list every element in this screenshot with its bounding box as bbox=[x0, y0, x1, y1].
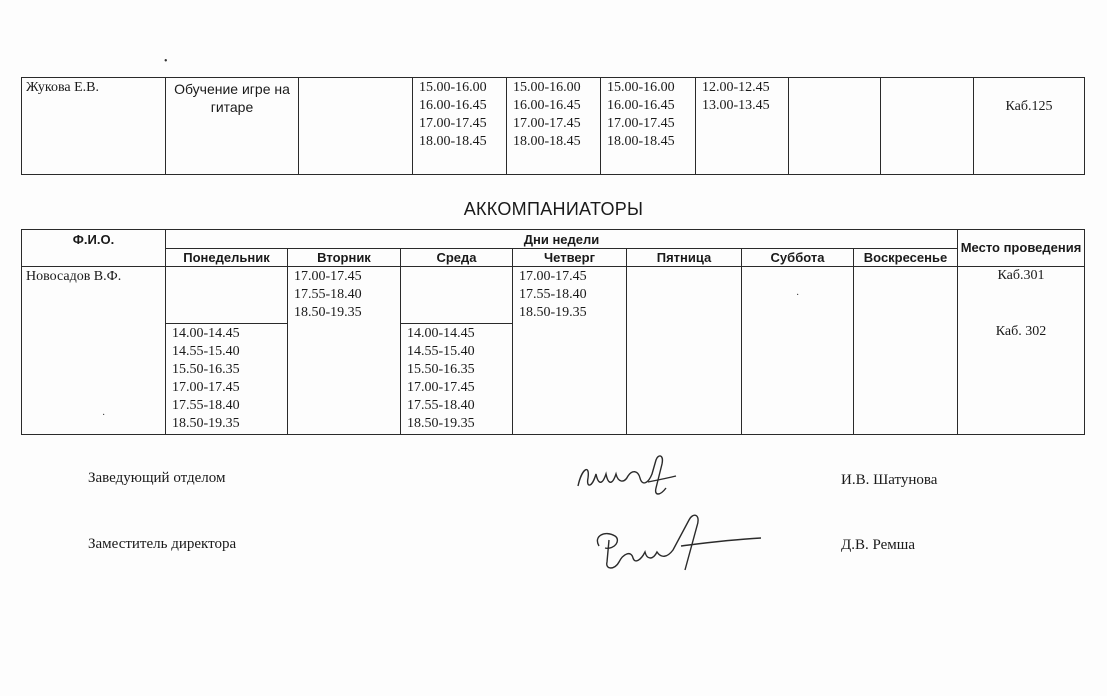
wednesday-cell bbox=[401, 267, 513, 324]
sunday-cell bbox=[854, 267, 958, 435]
header-monday: Понедельник bbox=[166, 249, 288, 267]
header-days: Дни недели bbox=[166, 230, 958, 249]
empty-cell bbox=[299, 78, 413, 175]
wednesday-times: 14.00-14.45 14.55-15.40 15.50-16.35 17.00-17.45 17.55-18.40 18.50-19.35 bbox=[401, 324, 513, 435]
head-name: И.В. Шатунова bbox=[841, 472, 938, 488]
section-title: АККОМПАНИАТОРЫ bbox=[463, 199, 644, 219]
header-fio: Ф.И.О. bbox=[22, 230, 166, 267]
schedule-table-accompanists bbox=[21, 229, 1085, 435]
activity-cell: Обучение игре на гитаре bbox=[166, 78, 299, 175]
header-thursday: Четверг bbox=[513, 249, 627, 267]
table-row bbox=[22, 78, 1085, 175]
header-place: Место проведения bbox=[958, 230, 1085, 267]
head-signature bbox=[568, 448, 688, 508]
deputy-name: Д.В. Ремша bbox=[841, 537, 915, 553]
monday-times: 15.00-16.00 16.00-16.45 17.00-17.45 18.00-18.45 bbox=[413, 78, 507, 175]
thursday-times: 12.00-12.45 13.00-13.45 bbox=[696, 78, 789, 175]
thursday-times: 17.00-17.45 17.55-18.40 18.50-19.35 bbox=[513, 267, 627, 435]
header-wednesday: Среда bbox=[401, 249, 513, 267]
teacher-name: Жукова Е.В. bbox=[22, 78, 166, 175]
table-row bbox=[22, 267, 1085, 324]
header-tuesday: Вторник bbox=[288, 249, 401, 267]
deputy-signature bbox=[585, 500, 775, 580]
saturday-cell bbox=[881, 78, 974, 175]
scan-speck: • bbox=[164, 56, 168, 67]
tuesday-times: 15.00-16.00 16.00-16.45 17.00-17.45 18.00-18.45 bbox=[507, 78, 601, 175]
room-301: Каб.301 bbox=[997, 268, 1045, 283]
room-cell: Каб.125 bbox=[974, 78, 1085, 175]
scan-speck: · bbox=[102, 410, 106, 421]
header-saturday: Суббота bbox=[742, 249, 854, 267]
header-friday: Пятница bbox=[627, 249, 742, 267]
schedule-table-teachers bbox=[21, 77, 1085, 175]
room-302: Каб. 302 bbox=[995, 324, 1047, 339]
room-cell bbox=[958, 267, 1085, 435]
wednesday-times: 15.00-16.00 16.00-16.45 17.00-17.45 18.00-18.45 bbox=[601, 78, 696, 175]
friday-cell bbox=[627, 267, 742, 435]
tuesday-times: 17.00-17.45 17.55-18.40 18.50-19.35 bbox=[288, 267, 401, 435]
accompanist-name: Новосадов В.Ф. bbox=[22, 267, 166, 435]
monday-times: 14.00-14.45 14.55-15.40 15.50-16.35 17.00-17.45 17.55-18.40 18.50-19.35 bbox=[166, 324, 288, 435]
deputy-title: Заместитель директора bbox=[88, 536, 237, 552]
header-sunday: Воскресенье bbox=[854, 249, 958, 267]
friday-cell bbox=[789, 78, 881, 175]
scan-speck: · bbox=[796, 290, 800, 301]
head-title: Заведующий отделом bbox=[88, 470, 226, 486]
monday-cell bbox=[166, 267, 288, 324]
